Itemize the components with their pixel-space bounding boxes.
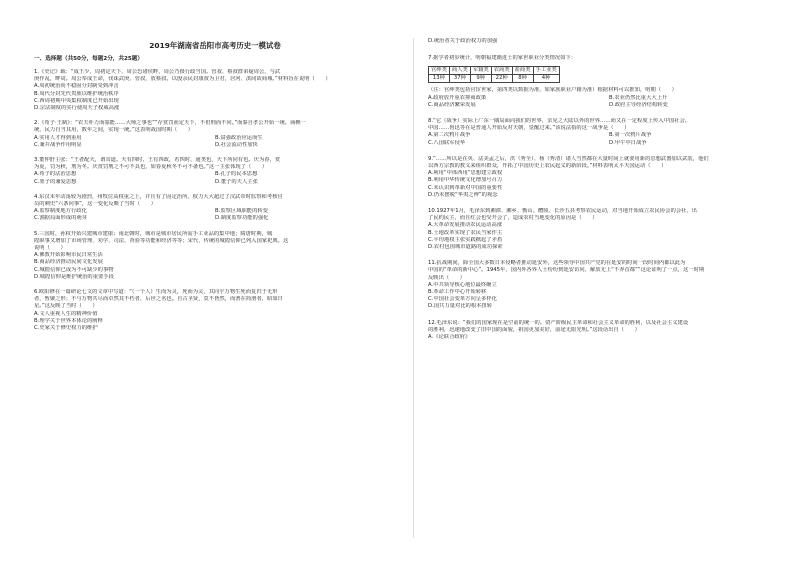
- question-5: [34, 231, 396, 281]
- question-text-line: 9.“……所以是在英、法美孟之后，洪（秀全）、杨（秀清）诸人当然都在大量时间上就要用新的思想武器加以武装，他们: [428, 155, 709, 162]
- stats-table-value-row: [429, 75, 560, 83]
- table-header-cell: 军籍类: [470, 67, 491, 75]
- question-text-line: 中国……鲁迅等在是普通人开始反对天朝，觉醒过来。”该说法指的这一战争是（ ）: [428, 125, 630, 132]
- option-list: [34, 311, 396, 333]
- right-question-list: [428, 118, 790, 341]
- question-text-line: 8.“它（战争）实际上广东一隅局面向我们的世界，亲见之大陆以外的世界……而又在一定程度上传入中国社会。: [428, 118, 691, 125]
- question-text-line: 5.三国时，孙权开始兴建城市建康；南北朝时，城市是城市居民所需手工业品的集中地；隋唐时期，城: [34, 230, 273, 237]
- question-6: [34, 289, 396, 332]
- answer-option: B.利用中华传统文化增加号召力: [428, 177, 503, 184]
- question-2: [34, 120, 396, 149]
- question-text-line: 3.董仲舒主张：“王者配天，谓其道。天有四时，王有四政，若四时，通类也，天下所同有也。庆为春，赏: [34, 157, 281, 164]
- answer-option: B.监察区域职能的转变: [215, 208, 268, 215]
- question-12: [428, 320, 790, 342]
- answer-option: D.制度监察功能的强化: [215, 215, 269, 222]
- answer-option: D.董子的天人主张: [215, 178, 258, 185]
- option-list: [34, 83, 396, 112]
- table-value-cell: 22种: [491, 75, 512, 83]
- answer-option: C.城隍信仰已成为不可缺少的事物: [34, 266, 114, 273]
- answer-option: A.荀子的法治思想: [34, 171, 77, 178]
- answer-option: B.富强政治应运而生: [215, 134, 263, 141]
- exam-title: 2019年湖南省岳阳市高考历史一模试卷: [149, 41, 281, 50]
- question-text-line: 星。”这反映了当时（ ）: [34, 303, 98, 310]
- option-list: [34, 135, 396, 149]
- question-text-line: 了民约民主，而且红会也受开会了，造成农村当地变化的原因是（ ）: [428, 215, 598, 222]
- carried-option-d: D.统治者关于政治权力的加强: [428, 38, 498, 44]
- question-9: [428, 156, 790, 199]
- answer-option: B.第一次鸦片战争: [609, 132, 652, 139]
- answer-option: A.政府放开重农抑商政策: [428, 94, 487, 101]
- answer-option: D.国共力量对比的根本扭转: [428, 303, 493, 310]
- question-11: [428, 260, 790, 310]
- right-column: [428, 0, 790, 350]
- answer-option: C.中国社会变革方向呈多样化: [428, 296, 497, 303]
- answer-option: A.佛教开始影响市民日常生活: [34, 252, 103, 259]
- table-header-cell: 官绅类: [429, 67, 450, 75]
- option-list: [34, 171, 396, 185]
- answer-option: B.孔子的民本思想: [215, 171, 258, 178]
- question-text-line: 2.《荀子·王制》：“农夫朴力而寡能……大师之事也”“存赏罚而定天下，不但刑而不问。”而秦自孝公开始一统。商鞅一: [34, 120, 306, 127]
- answer-option: C.平均地权主张实践掀起了矛盾: [428, 236, 503, 243]
- answer-option: A.实用人才得到重用: [34, 134, 82, 141]
- question-text-line: 庚作乱，畔周。周公奉成王命，伐诛武庚、管叔，放蔡叔。以殷余民封康叔为卫君，居河、淇间故商墟。”材料旨在说明（ ）: [34, 76, 331, 83]
- table-value-cell: 13种: [429, 75, 450, 83]
- question-8: [428, 118, 790, 147]
- question-7: [428, 55, 790, 109]
- left-column: [34, 0, 396, 340]
- table-header-cell: 农商类: [491, 67, 512, 75]
- question-text-line: 以西方宗教的教义来组织群众，开拓了中国历史上农民起义的新阶段。”材料表明太平天国运动（ ）: [428, 163, 667, 170]
- answer-option: B.理学关于世界本体论的阐释: [34, 317, 103, 324]
- left-question-list: [34, 69, 396, 332]
- answer-option: B.农业仍然比重大大上升: [609, 94, 668, 101]
- option-list: [428, 170, 790, 199]
- answer-option: B.土地改革实现了农民当家作主: [428, 229, 503, 236]
- question-text-line: 者，暂聚之形；不与万物共尽而卓然其不朽者，后世之名也。自古圣贤，莫不皆然，而著在简册者，昭如日: [34, 296, 283, 303]
- answer-option: B.周代分封先代贵族以维护统治秩序: [34, 90, 119, 97]
- question-3: [34, 157, 396, 186]
- answer-option: D.农村包围城市道路的成功探索: [428, 244, 503, 251]
- answer-option: A.中共领导核心地位最终确立: [428, 281, 497, 288]
- answer-option: C.西周初期中央集权制度已开始出现: [34, 97, 119, 104]
- option-list: [428, 334, 790, 341]
- answer-option: A.《论联合政府》: [428, 334, 471, 341]
- option-list: [428, 95, 790, 109]
- option-list: [428, 222, 790, 251]
- table-value-cell: 9种: [470, 75, 491, 83]
- answer-option: A.文人重视人生的精神价值: [34, 310, 98, 317]
- answer-option: C.史家关于修史权力的维护: [34, 325, 98, 332]
- question-text-line: 10.1927年1月，毛泽东到湘潭、湘乡、衡山、醴陵、长沙五县考察农民运动，对当地开始成立农民协会的会社，出: [428, 208, 697, 215]
- section-heading: 一、选择题（共50分，每题2分，共25题）: [34, 56, 143, 62]
- question-4: [34, 194, 396, 223]
- question-text-line: 4.东汉末年动荡较为剧烈，州牧位高权重之上，并且有了固定治所，权力大大超过了汉武帝时监察和考核官: [34, 193, 283, 200]
- column-divider: [413, 38, 414, 538]
- answer-option: B.商品经济推动民间文化发展: [34, 259, 103, 266]
- answer-option: A.监察制度地方行政化: [34, 208, 87, 215]
- answer-option: D.仍未摆脱“华夷之辨”的观念: [428, 191, 498, 198]
- answer-option: D.社会流动性加快: [215, 141, 258, 148]
- question-text-line: 6.欧阳修在一篇研论七文的文章中写道：“（一个人）生而为灵，死而为灵，其同乎万物生死而复归于无形: [34, 289, 278, 296]
- answer-option: D.宗法制度的实行使周天子权威高涨: [34, 105, 120, 112]
- answer-option: A.利用“中体西用”思想建立政权: [428, 170, 503, 177]
- question-text-line: 反映出（ ）: [428, 274, 466, 281]
- question-text-line: 的胜利，迅速地改变了旧中国的面貌，祖国更加美好，前途无限光明。”这段话出自（ ）: [428, 326, 640, 333]
- question-10: [428, 208, 790, 251]
- answer-option: B.革命工作中心开始转移: [428, 289, 487, 296]
- option-list: [34, 208, 396, 222]
- table-header-cell: 盐商类: [512, 67, 533, 75]
- question-text-line: 12.毛泽东说：“我们的国家现在是空前的统一的。资产阶级民主革命和社会主义革命的胜利，以及社会主义建设: [428, 319, 689, 326]
- table-header-cell: 手工业类: [533, 67, 559, 75]
- question-text-line: 7.据学者初步统计，明朝福建籍进士的家世职业分类情况如下：: [428, 55, 577, 62]
- option-list: [428, 282, 790, 311]
- option-list: [428, 132, 790, 146]
- table-header-cell: 商人类: [449, 67, 470, 75]
- question-text-line: 1.《史记》载：“成王少，周初定天下，周公恐诸侯畔，周公乃摄行政当国。管叔、蔡叔群弟疑周公，与武: [34, 69, 281, 75]
- table-value-cell: 8种: [512, 75, 533, 83]
- question-text-line: （注：官绅类包括官宦世家，第四类以数据为准，如家族职业户籍为准）根据材料可以推知，明朝（ ）: [428, 87, 677, 94]
- question-text-line: 说明（ ）: [34, 245, 66, 252]
- answer-option: D.政府主导经济结构转变: [609, 101, 668, 108]
- table-value-cell: 4种: [533, 75, 559, 83]
- answer-option: A.周初统治尚不稳固分封制受到冲击: [34, 83, 119, 90]
- option-list: [34, 252, 396, 281]
- answer-option: C.墨子的兼爱思想: [34, 178, 77, 185]
- question-text-line: 中国的“革命的新中心”。1945年，国内外各界人士纷纷到延安访问，解放无上“不养首都”“这论证明了一点，这一时期: [428, 267, 705, 274]
- answer-option: D.城隍信仰是维护统治的重要手段: [34, 273, 114, 280]
- question-1: [34, 69, 396, 112]
- question-text-line: 11.抗战期间，除全国大多数日本侵略者推动延安外，这些领导中国共产党的在延安的时间一段时间内都以此为: [428, 260, 686, 267]
- answer-option: D.甲午中日战争: [609, 139, 647, 146]
- stats-table-header-row: [429, 67, 560, 75]
- answer-option: A.第二次鸦片战争: [428, 132, 471, 139]
- answer-option: C.八国联军侵华: [428, 139, 466, 146]
- answer-option: C.未认识到革新对中国的重要性: [428, 184, 503, 191]
- occupation-stats-table: [428, 66, 560, 83]
- question-text-line: 为夏，罚为秋，刑为冬。庆赏罚刑之不可不具也，如春夏秋冬不可不备也。”这一主张体现了（ ）: [34, 164, 268, 171]
- question-text-line: 员的刺史“六条问事”，这一变化反映了当时（ ）: [34, 201, 157, 208]
- question-text-line: 隍职事又增加了市场管理、劝学、司法、查验等功能和经济等等；宋代，传统的城隍信仰已列入国家祀典。这: [34, 237, 289, 244]
- answer-option: C.商品经济繁荣发展: [428, 101, 476, 108]
- answer-option: C.割据局面形成的萌芽: [34, 215, 88, 222]
- answer-option: C.兼并战争作用明显: [34, 141, 82, 148]
- question-text-line: 统，民力自当其用，数年之间，实现一统。”这表明战国时期（ ）: [34, 127, 194, 134]
- table-value-cell: 37种: [449, 75, 470, 83]
- answer-option: A.大革命发展推动农民运动高涨: [428, 222, 503, 229]
